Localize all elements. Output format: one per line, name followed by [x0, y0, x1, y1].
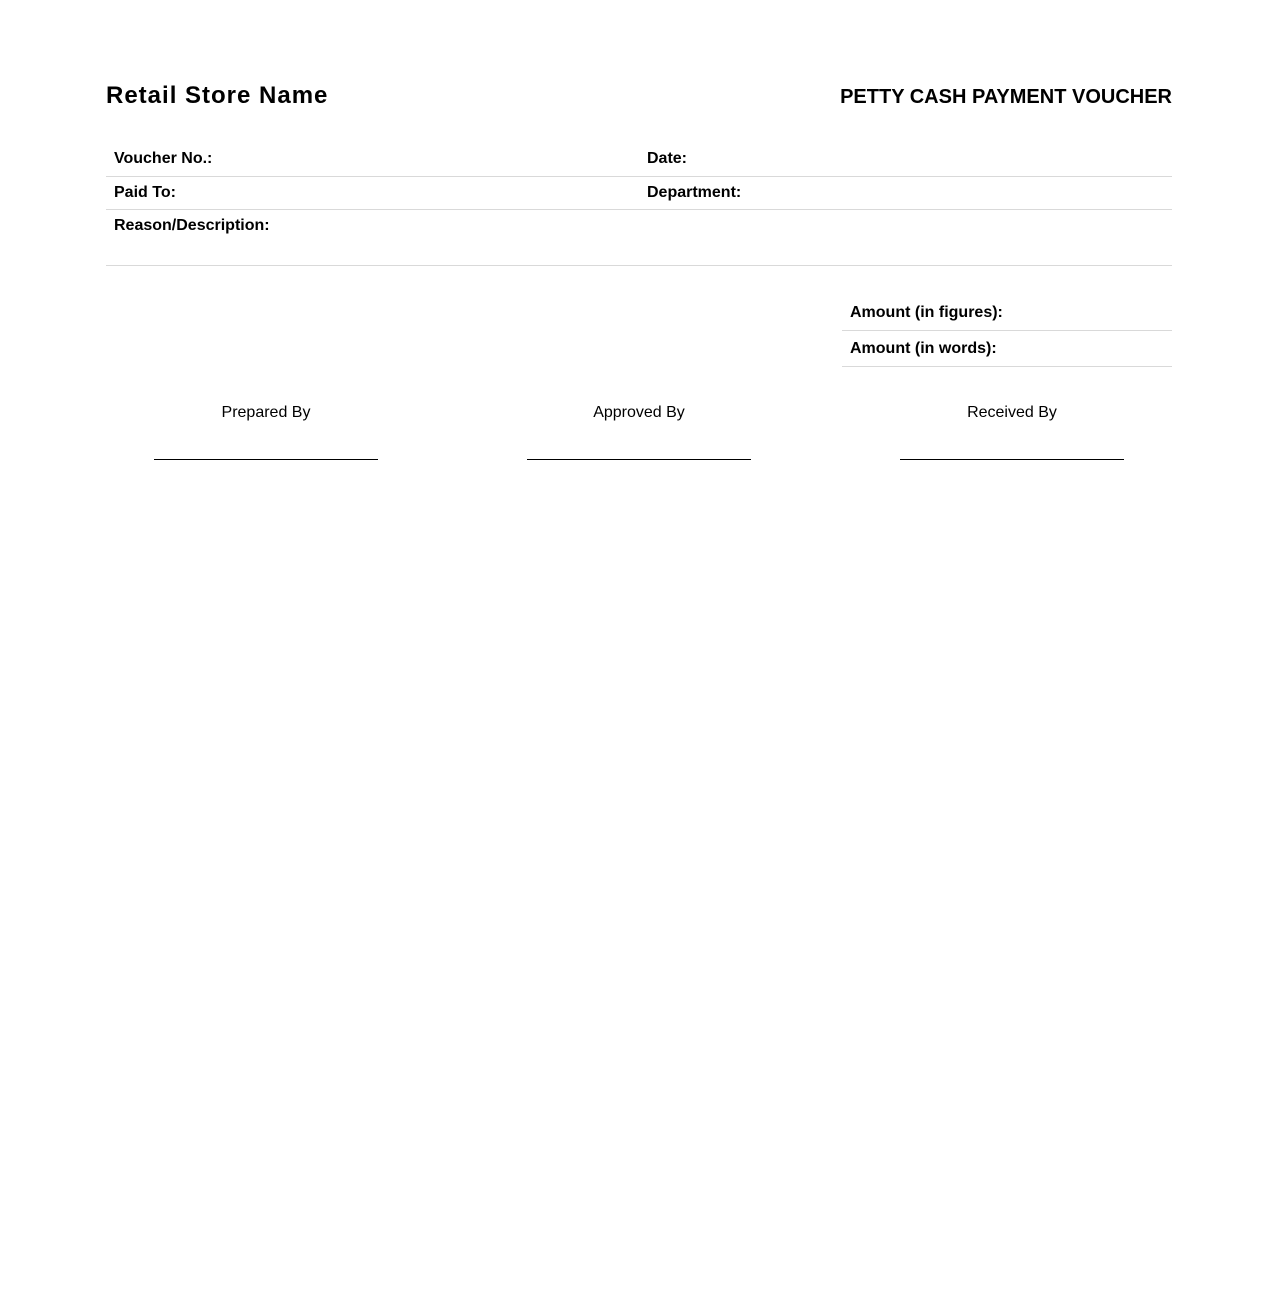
amount-block — [842, 297, 1172, 367]
voucher-no-field: Voucher No.: — [106, 143, 639, 176]
prepared-by-label: Prepared By — [221, 404, 311, 421]
prepared-by-signature — [154, 404, 378, 460]
paid-to-field: Paid To: — [106, 176, 639, 209]
document-title: PETTY CASH PAYMENT VOUCHER — [840, 86, 1172, 108]
store-name: Retail Store Name — [106, 82, 329, 109]
voucher-header — [106, 82, 1172, 114]
info-row-reason — [106, 209, 1172, 265]
info-row-paid-department — [106, 176, 1172, 209]
prepared-by-line — [154, 459, 378, 460]
date-field: Date: — [639, 143, 1172, 176]
reason-description-field: Reason/Description: — [106, 209, 1172, 265]
received-by-signature — [900, 404, 1124, 460]
signature-section — [106, 404, 1226, 464]
info-row-voucher-date — [106, 143, 1172, 176]
approved-by-line — [527, 459, 751, 460]
received-by-line — [900, 459, 1124, 460]
approved-by-signature — [527, 404, 751, 460]
approved-by-label: Approved By — [593, 404, 685, 421]
department-field: Department: — [639, 176, 1172, 209]
received-by-label: Received By — [967, 404, 1057, 421]
amount-figures-field: Amount (in figures): — [842, 297, 1172, 331]
voucher-info-table — [106, 143, 1172, 266]
amount-words-field: Amount (in words): — [842, 331, 1172, 367]
